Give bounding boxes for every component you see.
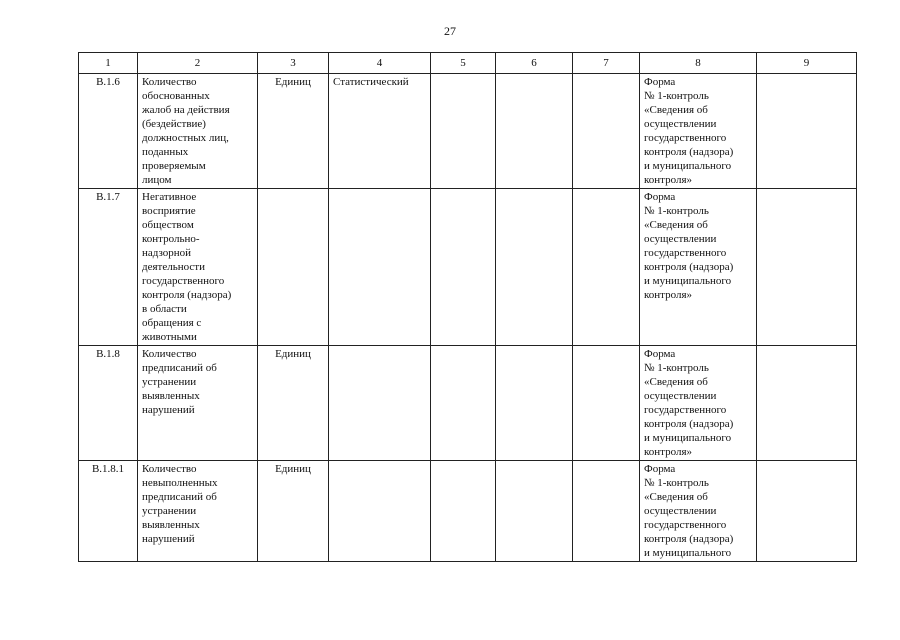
row-code: В.1.8 (79, 346, 138, 461)
row-col6 (496, 461, 573, 562)
row-name: Количество предписаний об устранении выявленных нарушений (138, 346, 258, 461)
row-col7 (573, 74, 640, 189)
row-unit: Единиц (258, 346, 329, 461)
row-col5 (431, 189, 496, 346)
row-source: Статистический (329, 74, 431, 189)
row-unit: Единиц (258, 74, 329, 189)
page-number: 27 (444, 24, 456, 38)
row-source (329, 346, 431, 461)
row-unit (258, 189, 329, 346)
row-form: Форма № 1-контроль «Сведения об осуществлении государственного контроля (надзора) и муниципального контроля» (640, 74, 757, 189)
row-col7 (573, 189, 640, 346)
row-code: В.1.8.1 (79, 461, 138, 562)
row-name: Количество невыполненных предписаний об устранении выявленных нарушений (138, 461, 258, 562)
row-col7 (573, 461, 640, 562)
table-row (79, 74, 857, 189)
row-code: В.1.6 (79, 74, 138, 189)
column-header: 6 (496, 53, 573, 74)
indicators-table (78, 52, 857, 562)
column-header: 5 (431, 53, 496, 74)
row-col6 (496, 189, 573, 346)
row-form: Форма № 1-контроль «Сведения об осуществлении государственного контроля (надзора) и муниципального контроля» (640, 189, 757, 346)
row-name: Негативное восприятие обществом контрольно- надзорной деятельности государственного контроля (надзора) в области обращения с животными (138, 189, 258, 346)
row-col6 (496, 346, 573, 461)
row-source (329, 189, 431, 346)
row-unit: Единиц (258, 461, 329, 562)
table-row (79, 189, 857, 346)
column-header: 8 (640, 53, 757, 74)
row-col7 (573, 346, 640, 461)
column-header: 3 (258, 53, 329, 74)
row-name: Количество обоснованных жалоб на действия (бездействие) должностных лиц, поданных проверяемым лицом (138, 74, 258, 189)
row-col5 (431, 346, 496, 461)
table-row (79, 346, 857, 461)
column-header: 9 (757, 53, 857, 74)
header-row (79, 53, 857, 74)
row-code: В.1.7 (79, 189, 138, 346)
row-form: Форма № 1-контроль «Сведения об осуществлении государственного контроля (надзора) и муниципального (640, 461, 757, 562)
row-form: Форма № 1-контроль «Сведения об осуществлении государственного контроля (надзора) и муниципального контроля» (640, 346, 757, 461)
row-col6 (496, 74, 573, 189)
row-col9 (757, 346, 857, 461)
column-header: 2 (138, 53, 258, 74)
column-header: 4 (329, 53, 431, 74)
row-col5 (431, 74, 496, 189)
column-header: 1 (79, 53, 138, 74)
row-col9 (757, 189, 857, 346)
row-col5 (431, 461, 496, 562)
row-col9 (757, 74, 857, 189)
row-col9 (757, 461, 857, 562)
table-row (79, 461, 857, 562)
row-source (329, 461, 431, 562)
column-header: 7 (573, 53, 640, 74)
